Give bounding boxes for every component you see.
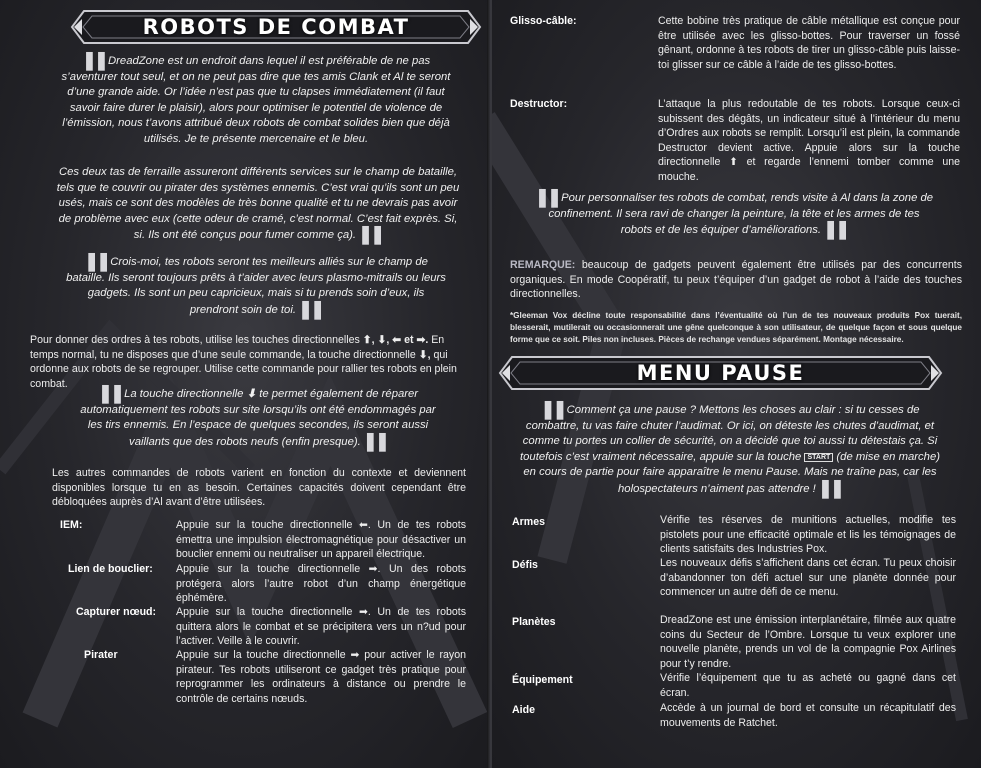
open-quote-icon: ❚❚ [81,50,108,70]
command-row [30,648,470,708]
menu-row [512,513,962,559]
orders-text-c: qui ordonne aux robots de se regrouper. Utilise cette commande pour rallier tes robots en plein combat. [30,348,457,390]
menu-desc: Vérifie tes réserves de munitions actuelles, modifie tes pistolets pour une efficacité optimale et lis les témoignages de clients satisfaits des Industries Pox. [660,514,956,556]
command-desc: Appuie sur la touche directionnelle ➡. Un de tes robots quittera alors le combat et se précipitera vers un n?ud pour l’activer. Veille à le couvrir. [176,606,466,648]
destructor-row [510,97,965,187]
repair-quote-text-a: La touche directionnelle [124,388,244,400]
other-commands-text: Les autres commandes de robots varient en fonction du contexte et deviennent disponibles lorsque tu en as besoin. Certaines capacités doivent cependant être débloquées auprès d’Al avant d’être utilisées. [52,467,466,509]
section-title: MENU PAUSE [636,361,805,385]
down-arrow-icon: ⬇, [418,348,431,361]
intro-quote-continued-text: Ces deux tas de ferraille assureront différents services sur le champ de bataille, tels que te couvrir ou pirater des systèmes ennemis. C’est vrai qu’ils sont un peu usés, mais ce sont des modèles de très bonne qualité et tu ne devrais pas avoir de problème avec eux (cette odeur de cramé, c’est normal. C’est fait exprès. Si, si. Ils ont été conçus pour fumer comme ça). [56,166,460,242]
command-row [30,562,470,606]
glisso-term: Glisso-câble: [510,15,577,27]
menu-desc: Les nouveaux défis s’affichent dans cet écran. Tu peux choisir d’abandonner ton défi actuel sur une planète donnée pour commencer un autre défi de ce menu. [660,557,956,599]
customize-quote [534,187,934,240]
close-quote-icon: ❚❚ [295,298,323,319]
command-term: Lien de bouclier: [68,563,153,575]
menu-term: Défis [512,559,538,571]
remark-label: REMARQUE: [510,259,576,271]
close-quote-icon: ❚❚ [815,477,842,498]
section-title: ROBOTS DE COMBAT [142,15,410,39]
command-row [30,605,470,649]
menu-desc: DreadZone est une émission interplanétaire, filmée aux quatre coins du Secteur de l’Ombre. Lorsque tu veux explorer une nouvelle planète, prends un vol de la compagnie Pox Airlines pour t’y rendre. [660,614,956,670]
menu-term: Aide [512,704,535,716]
command-row [30,518,470,566]
orders-paragraph [30,333,470,391]
pause-quote-text-b: (de mise en marche) en cours de partie pour faire apparaître le menu Pause. Mais ne traîne pas, car les holospectateurs n’aiment pas attendre ! [523,450,941,495]
open-quote-icon: ❚❚ [97,383,125,403]
menu-term: Armes [512,516,545,528]
pause-quote-text-a: Comment ça une pause ? Mettons les choses au clair : si tu cesses de combattre, tu vas faire chuter l’audimat. Or ici, on déteste les chutes d’audimat, et comme tu portes un collier de sécurité, on a décidé que toi aussi tu détestais ça. Si toutefois c’est vraiment nécessaire, appuie sur la touche [520,404,938,463]
repair-quote [72,383,444,451]
arrow-keys-icon: ⬆, ⬇, ⬅ et ➡. [362,334,429,346]
menu-row [512,701,962,731]
open-quote-icon: ❚❚ [84,251,111,271]
menu-desc: Accède à un journal de bord et consulte un récapitulatif des mouvements de Ratchet. [660,702,956,729]
remark-paragraph [510,258,962,302]
start-button-icon: START [804,453,833,462]
disclaimer [510,310,962,346]
robots-banner [70,9,482,45]
disclaimer-text: *Gleeman Vox décline toute responsabilité dans l’éventualité où l’un de tes nouveaux produits Pox tuerait, blesserait, mutilerait ou occasionnerait une gêne quelconque à son utilisateur, de quelque façon et sous quelque forme que ce soit. Piles non incluses. Pièces de rechange vendues séparément. Montage nécessaire. [510,311,962,344]
repair-quote-text-b: te permet également de réparer automatiquement tes robots sur site lorsqu’ils ont été endommagés par les tirs ennemis. En l’espace de quelques secondes, ils seront aussi vaillants que des robots neufs (enfin presque). [80,388,436,448]
destructor-term: Destructor: [510,98,568,110]
menu-row [512,556,962,614]
glisso-desc: Cette bobine très pratique de câble métallique est conçue pour être utilisée avec les glisso-bottes. Pour traverser un fossé gênant, ordonne à tes robots de tirer un glisso-câble puis laisse-toi glisser sur ce câble à l’aide de tes glisso-bottes. [658,15,960,71]
close-quote-icon: ❚❚ [821,219,848,240]
right-page [492,0,981,768]
allies-quote-text: Crois-moi, tes robots seront tes meilleurs alliés sur le champ de bataille. Ils seront toujours prêts à t’aider avec leurs plasmo-mitrails ou leurs gadgets. Ils sont un peu capricieux, mais si tu prends soin d’eux, ils prendront soin de toi. [66,256,446,316]
command-desc: Appuie sur la touche directionnelle ⬅. Un de tes robots émettra une impulsion électromagnétique pour désactiver un bouclier ennemi ou neutraliser un appareil électrique. [176,519,466,561]
command-term: Capturer nœud: [76,606,157,618]
menu-row [512,613,962,671]
intro-quote-text: DreadZone est un endroit dans lequel il est préférable de ne pas s’aventurer tout seul, et on ne peut pas dire que tes amis Clank et Al te seront d’une grande aide. Or l’idée n’est pas que tu clapses immédiatement (il faut savoir faire durer le plaisir), alors pour optimiser le potentiel de violence de l’émission, nous t’avons attribué deux robots de combat solides bien que déjà utilisés. Je te présente mercenaire et le bleu. [61,55,451,145]
close-quote-icon: ❚❚ [360,430,387,451]
allies-quote [66,251,446,319]
pause-banner [498,355,943,391]
command-desc: Appuie sur la touche directionnelle ➡. Un des robots protégera alors l’autre robot d’un champ énergétique éphémère. [176,563,466,605]
menu-term: Équipement [512,674,573,686]
orders-text-a: Pour donner des ordres à tes robots, utilise les touches directionnelles [30,334,360,346]
close-quote-icon: ❚❚ [356,224,383,245]
pause-quote [520,399,941,498]
command-term: IEM: [60,519,83,531]
intro-quote [56,50,456,148]
menu-row [512,671,962,701]
destructor-desc: L’attaque la plus redoutable de tes robots. Lorsque ceux-ci subissent des dégâts, un indicateur situé à l’intérieur du menu d’Ordres aux robots se remplit. Lorsqu’il est plein, la commande Destructor devient active. Appuie alors sur la touche directionnelle ⬆ et regarde l’ennemi tomber comme une mouche. [658,98,960,183]
customize-quote-text: Pour personnaliser tes robots de combat, rends visite à Al dans la zone de confinement. Il sera ravi de changer la peinture, la tête et les armes de tes robots et de les équiper d’améliorations. [548,192,934,237]
intro-quote-continued [56,165,460,244]
menu-desc: Vérifie l’équipement que tu as acheté ou gagné dans cet écran. [660,672,956,699]
menu-term: Planètes [512,616,556,628]
command-term: Pirater [84,649,118,661]
glisso-row [510,14,965,94]
left-page [0,0,489,768]
orders-text-b: En temps normal, tu ne disposes que d’une seule commande, la touche directionnelle [30,334,445,361]
open-quote-icon: ❚❚ [534,187,562,207]
other-commands-paragraph [52,466,466,510]
down-arrow-icon: ⬇ [246,388,257,400]
remark-text: beaucoup de gadgets peuvent également être utilisés par des concurrents organiques. En mode Coopératif, tu peux t’équiper d’un gadget de robot à l’aide des touches directionnelles. [510,259,962,301]
command-desc: Appuie sur la touche directionnelle ➡ pour activer le rayon pirateur. Tes robots utiliseront ce gadget très pratique pour reprogrammer les ordinateurs à distance ou prendre le contrôle de certains nœuds. [176,649,466,705]
open-quote-icon: ❚❚ [540,399,567,419]
